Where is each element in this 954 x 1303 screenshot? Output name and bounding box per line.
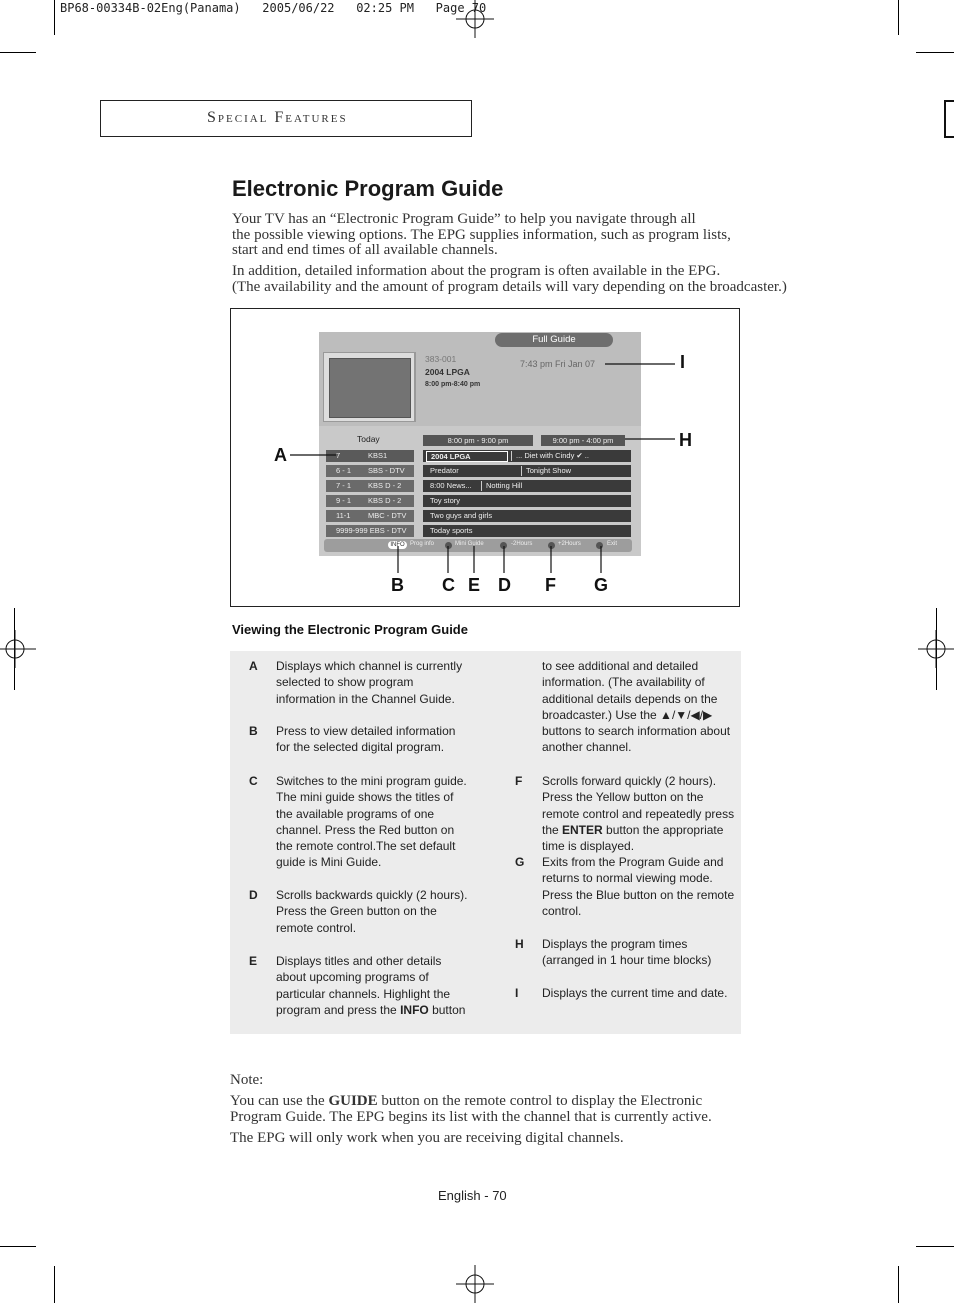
crop-mark: [898, 1266, 899, 1303]
intro-line: (The availability and the amount of program details will vary depending on the broadcaster.): [232, 278, 787, 295]
program-cell[interactable]: Two guys and girls: [430, 511, 493, 520]
item-key: D: [249, 888, 258, 902]
description-line: time is displayed.: [542, 839, 635, 854]
description-line: selected to show program: [276, 675, 414, 690]
description-line: additional details depends on the: [542, 691, 718, 706]
item-description: [542, 658, 730, 756]
item-description: [542, 985, 727, 1001]
item-description: [276, 953, 465, 1018]
description-line: remote control.: [276, 920, 357, 935]
description-line: Press the Yellow button on the: [542, 790, 704, 805]
channel-number: 7 - 1: [336, 481, 352, 490]
program-cell[interactable]: Tonight Show: [526, 466, 572, 475]
description-line: The mini guide shows the titles of: [276, 790, 454, 805]
program-cell[interactable]: Notting Hill: [486, 481, 523, 490]
description-line: the ENTER button the appropriate: [542, 822, 724, 837]
item-key: E: [249, 954, 258, 968]
channel-number: 11-1: [336, 511, 351, 520]
registration-mark-icon: [916, 630, 954, 668]
callout-a: A: [274, 445, 287, 465]
section-header: [100, 100, 472, 137]
intro-line: In addition, detailed information about the program is often available in the EPG.: [232, 263, 721, 279]
description-line: about upcoming programs of: [276, 970, 429, 985]
crop-mark: [916, 52, 954, 53]
callout-lines: [230, 308, 740, 607]
description-line: particular channels. Highlight the: [276, 986, 451, 1001]
program-cell[interactable]: ... Diet with Cindy ✔ ..: [516, 451, 589, 460]
crop-mark: [0, 52, 36, 53]
channel-name: KBS D - 2: [368, 496, 402, 505]
callout-e: E: [468, 575, 481, 595]
channel-number: 6 - 1: [336, 466, 352, 475]
channel-id: 383-001: [425, 354, 457, 364]
note-line: Program Guide. The EPG begins its list with the channel that is currently active.: [230, 1108, 712, 1125]
description-line: Displays which channel is currently: [276, 659, 463, 673]
channel-number: 9 - 1: [336, 496, 352, 505]
item-description: [276, 723, 455, 756]
description-line: broadcaster.) Use the ▲/▼/◀/▶: [542, 707, 713, 722]
figure-caption: Viewing the Electronic Program Guide: [232, 622, 468, 637]
channel-name: MBC - DTV: [368, 511, 407, 520]
full-guide-banner: Full Guide: [495, 333, 613, 347]
current-time: 7:43 pm Fri Jan 07: [520, 359, 596, 369]
info-button-icon[interactable]: INFO: [388, 541, 407, 549]
channel-name: KBS1: [368, 451, 388, 460]
item-key: A: [249, 659, 258, 673]
description-line: Press the Blue button on the remote: [542, 887, 735, 902]
callout-i: I: [680, 352, 686, 372]
crop-mark: [54, 1266, 55, 1303]
intro-paragraph-1: [232, 212, 731, 259]
item-key: I: [515, 986, 519, 1000]
item-description: [542, 854, 734, 919]
crop-mark: [0, 1246, 36, 1247]
description-line: (arranged in 1 hour time blocks): [542, 953, 712, 968]
description-line: remote control and repeatedly press: [542, 806, 735, 821]
description-line: Displays titles and other details: [276, 954, 442, 968]
description-line: Press to view detailed information: [276, 724, 456, 738]
description-line: information in the Channel Guide.: [276, 691, 455, 706]
callout-f: F: [545, 575, 556, 595]
program-cell[interactable]: 8:00 News...: [430, 481, 472, 490]
description-line: channel. Press the Red button on: [276, 822, 455, 837]
description-line: Press the Green button on the: [276, 904, 437, 919]
item-key: G: [515, 855, 525, 869]
item-key: F: [515, 774, 523, 788]
registration-mark-icon: [0, 630, 38, 668]
note-paragraph-1: [230, 1094, 712, 1125]
description-line: Switches to the mini program guide.: [276, 774, 467, 788]
callout-c: C: [442, 575, 455, 595]
time-slot-2: 9:00 pm - 4:00 pm: [541, 435, 625, 446]
note-paragraph-2: The EPG will only work when you are receiving digital channels.: [230, 1130, 624, 1146]
program-cell[interactable]: Toy story: [430, 496, 461, 505]
item-key: B: [249, 724, 258, 738]
crop-mark: [898, 0, 899, 35]
crop-mark: [54, 0, 55, 35]
print-header: BP68-00334B-02Eng(Panama) 2005/06/22 02:25 PM Page 70: [60, 1, 487, 15]
description-line: control.: [542, 903, 582, 918]
intro-paragraph-2: [232, 264, 787, 295]
description-line: for the selected digital program.: [276, 740, 445, 755]
registration-mark-icon: [456, 1265, 494, 1303]
channel-number: 9999-999 EBS - DTV: [336, 526, 407, 535]
program-title: 2004 LPGA: [425, 367, 470, 377]
description-line: information. (The availability of: [542, 675, 705, 690]
description-line: returns to normal viewing mode.: [542, 871, 713, 886]
exit-label: Exit: [607, 541, 618, 547]
description-line: another channel.: [542, 740, 632, 755]
prog-info-label: Prog info: [410, 541, 435, 547]
item-description: [276, 773, 467, 871]
callout-h: H: [679, 430, 692, 450]
description-line: Displays the program times: [542, 937, 688, 951]
description-line: Scrolls forward quickly (2 hours).: [542, 774, 717, 788]
item-key: C: [249, 774, 258, 788]
channel-name: KBS D - 2: [368, 481, 402, 490]
description-line: the remote control.The set default: [276, 839, 456, 854]
description-line: Displays the current time and date.: [542, 986, 728, 1000]
page-footer: English - 70: [438, 1188, 507, 1203]
minus-2-hours-label: -2Hours: [511, 541, 533, 547]
section-title: Special Features: [207, 109, 348, 126]
program-cell[interactable]: Today sports: [430, 526, 473, 535]
item-description: [542, 936, 711, 969]
channel-number: 7: [336, 451, 341, 460]
registration-mark-icon: [456, 0, 494, 38]
callout-b: B: [391, 575, 404, 595]
intro-line: Your TV has an “Electronic Program Guide” to help you navigate through all: [232, 211, 696, 227]
item-description: [276, 658, 462, 707]
crop-mark: [916, 1246, 954, 1247]
program-cell[interactable]: Predator: [430, 466, 459, 475]
description-line: program and press the INFO button: [276, 1002, 466, 1017]
channel-name: SBS - DTV: [368, 466, 405, 475]
note-label: Note:: [230, 1072, 264, 1088]
time-slot-1: 8:00 pm - 9:00 pm: [423, 435, 533, 446]
callout-d: D: [498, 575, 511, 595]
description-line: to see additional and detailed: [542, 659, 699, 673]
description-line: Exits from the Program Guide and: [542, 855, 724, 869]
item-description: [276, 887, 467, 936]
page-tab-mark: [942, 100, 954, 138]
program-cell[interactable]: 2004 LPGA: [426, 451, 508, 462]
description-line: buttons to search information about: [542, 724, 731, 739]
description-line: guide is Mini Guide.: [276, 855, 382, 870]
item-key: H: [515, 937, 524, 951]
item-description: [542, 773, 734, 854]
plus-2-hours-label: +2Hours: [558, 541, 581, 547]
description-line: Scrolls backwards quickly (2 hours).: [276, 888, 468, 902]
mini-guide-label: Mini Guide: [455, 541, 484, 547]
note-line: You can use the GUIDE button on the remote control to display the Electronic: [230, 1093, 703, 1109]
description-line: the available programs of one: [276, 806, 435, 821]
page-title: Electronic Program Guide: [232, 176, 504, 201]
today-label: Today: [357, 434, 380, 444]
intro-line: start and end times of all available channels.: [232, 242, 498, 258]
intro-line: the possible viewing options. The EPG supplies information, such as program lists,: [232, 226, 731, 243]
program-time: 8:00 pm-8:40 pm: [425, 381, 481, 388]
callout-g: G: [594, 575, 609, 595]
